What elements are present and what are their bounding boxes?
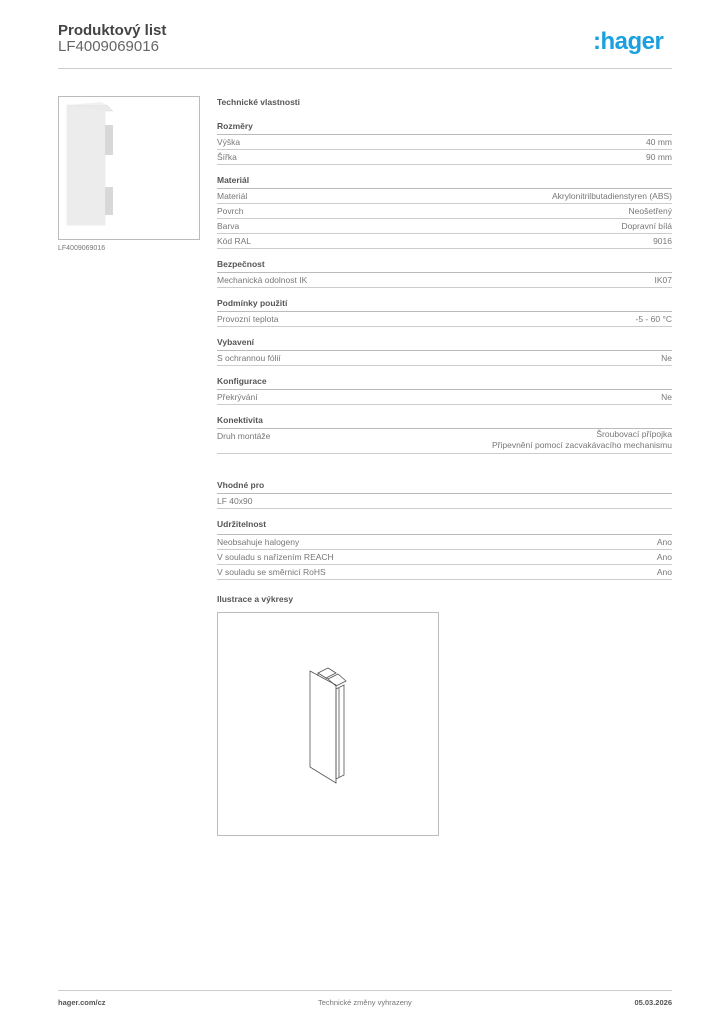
section-title: Podmínky použití [217,298,672,312]
spec-label: LF 40x90 [217,496,253,506]
section-title: Materiál [217,175,672,189]
spec-value: Akrylonitrilbutadienstyren (ABS) [552,191,672,201]
technical-drawing [217,612,439,836]
spec-row [217,390,672,405]
spec-label: Barva [217,221,240,231]
footer-date: 05.03.2026 [634,998,672,1007]
spec-label: V souladu s nařízením REACH [217,552,334,562]
section-title: Udržitelnost [217,519,672,535]
spec-row [217,150,672,165]
spec-value: Ne [661,392,672,402]
section-podminky [217,298,672,327]
spec-value-line: Připevnění pomocí zacvakávacího mechanismu [491,440,672,450]
spec-row [217,234,672,249]
spec-label: Provozní teplota [217,314,279,324]
spec-value: Ano [656,567,672,577]
section-rozmery [217,121,672,165]
spec-value: Ne [661,353,672,363]
spec-value: IK07 [654,275,672,285]
spec-label: Mechanická odolnost IK [217,275,308,285]
spec-value: 9016 [653,236,672,246]
spec-label: Povrch [217,206,244,216]
spec-value: Ano [656,552,672,562]
spec-row [217,550,672,565]
spec-row [217,535,672,550]
spec-row [217,135,672,150]
page-title: Produktový list [58,22,167,39]
product-thumbnail [58,96,200,240]
spec-value: -5 - 60 °C [635,314,672,324]
spec-label: S ochrannou fólií [217,353,281,363]
footer-website[interactable]: hager.com/cz [58,998,106,1007]
section-konektivita [217,415,672,454]
spec-label: Druh montáže [217,431,271,441]
section-vybaveni [217,337,672,366]
technical-specs [217,96,672,590]
spec-value: Dopravní bílá [621,221,672,231]
spec-row [217,494,672,509]
spec-label: Neobsahuje halogeny [217,537,300,547]
spec-value: 40 mm [646,137,672,147]
spec-row [217,273,672,288]
spec-value [492,429,672,451]
section-title: Rozměry [217,121,672,135]
product-image-icon [59,97,199,239]
spec-row [217,565,672,580]
section-konfigurace [217,376,672,405]
section-material [217,175,672,249]
section-udrzitelnost [217,519,672,580]
line-drawing-icon [218,613,438,835]
spec-value: Ano [656,537,672,547]
section-title: Bezpečnost [217,259,672,273]
specs-heading: Technické vlastnosti [217,97,300,107]
section-bezpecnost [217,259,672,288]
spec-row [217,219,672,234]
spec-value-line: Šroubovací přípojka [596,429,672,439]
spec-label: Překrývání [217,392,258,402]
spec-label: Šířka [217,152,237,162]
spec-value: Neošetřený [628,206,672,216]
section-title: Konektivita [217,415,672,429]
section-title: Vhodné pro [217,480,672,494]
hager-logo: :hager [593,28,664,55]
section-title: Konfigurace [217,376,672,390]
thumbnail-caption: LF4009069016 [58,245,106,252]
footer-divider [58,990,672,991]
spec-label: Kód RAL [217,236,252,246]
spec-label: V souladu se směrnicí RoHS [217,567,326,577]
section-title: Vybavení [217,337,672,351]
spec-row [217,312,672,327]
section-vhodne-pro [217,480,672,509]
spec-row [217,429,672,454]
spec-label: Materiál [217,191,248,201]
spec-label: Výška [217,137,241,147]
spec-row [217,204,672,219]
spec-value: 90 mm [646,152,672,162]
spec-row [217,351,672,366]
product-code: LF4009069016 [58,38,159,55]
footer-note: Technické změny vyhrazeny [318,998,412,1007]
illustrations-title: Ilustrace a výkresy [217,594,294,604]
header-divider [58,68,672,69]
spec-row [217,189,672,204]
